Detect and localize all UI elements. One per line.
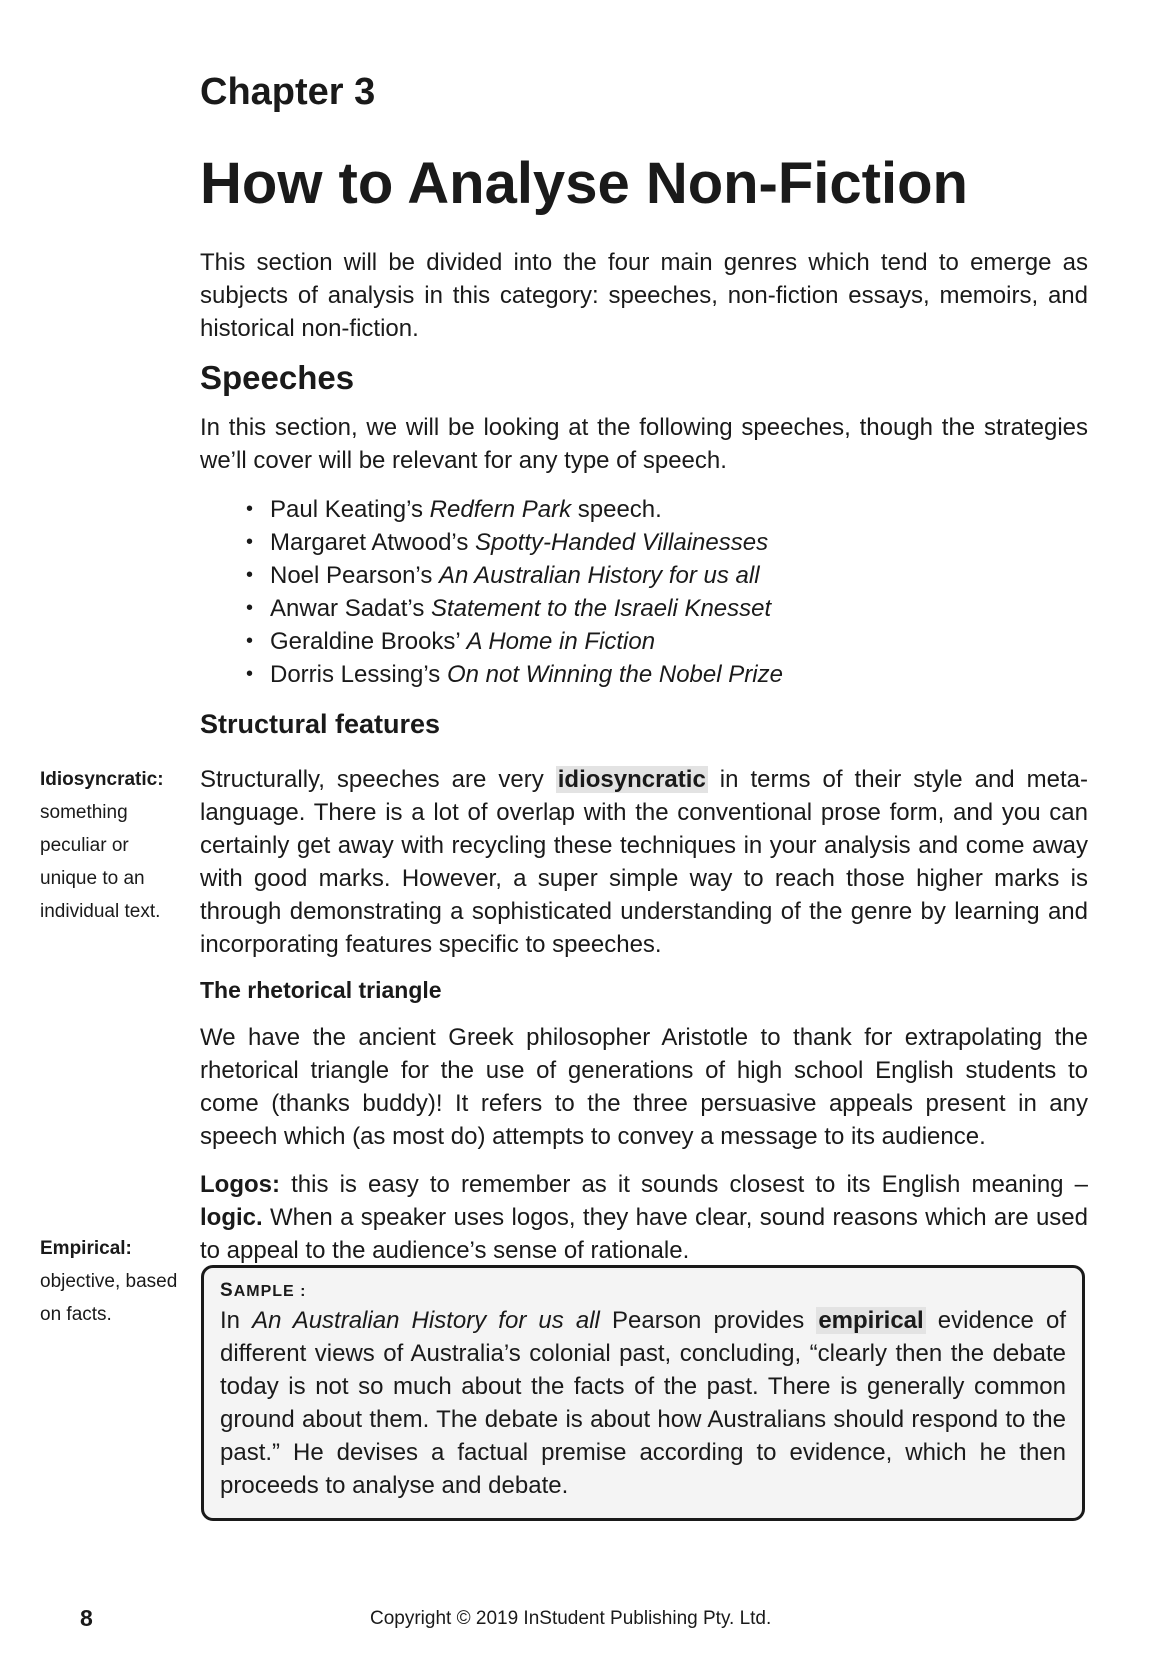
chapter-title: How to Analyse Non-Fiction — [200, 151, 968, 216]
list-item: • Noel Pearson’s An Australian History for us all — [246, 559, 783, 592]
copyright: Copyright © 2019 InStudent Publishing Pty. Ltd. — [370, 1608, 772, 1629]
glossary-idiosyncratic: Idiosyncratic: something peculiar or unique to an individual text. — [40, 769, 164, 922]
list-item: • Geraldine Brooks’ A Home in Fiction — [246, 625, 783, 658]
structural-heading: Structural features — [200, 709, 441, 739]
highlight-empirical: empirical — [818, 1307, 924, 1334]
logos-paragraph: Logos: this is easy to remember as it sounds closest to its English meaning – logic. When a speaker uses logos, they have clear, sound reasons which are used to appeal to the audience’s sense of rationale. — [200, 1171, 1088, 1264]
intro-paragraph: This section will be divided into the four main genres which tend to emerge as subjects of analysis in this category: speeches, non-fiction essays, memoirs, and historical non-fiction. — [200, 249, 1088, 342]
speech-list — [246, 493, 783, 691]
structural-paragraph: Structurally, speeches are very idiosyncratic in terms of their style and meta-language. There is a lot of overlap with the conventional prose form, and you can certainly get away with recycling these techniques in your analysis and come away with good marks. However, a super simple way to reach those higher marks is through demonstrating a sophisticated understanding of the genre by learning and incorporating features specific to speeches. — [200, 766, 1088, 958]
list-item: • Paul Keating’s Redfern Park speech. — [246, 493, 783, 526]
rhetorical-heading: The rhetorical triangle — [200, 977, 442, 1003]
highlight-idiosyncratic: idiosyncratic — [557, 766, 706, 793]
speeches-heading: Speeches — [200, 359, 355, 396]
rhetorical-paragraph: We have the ancient Greek philosopher Aristotle to thank for extrapolating the rhetorical triangle for the use of generations of high school English students to come (thanks buddy)! It refers to the three persuasive appeals present in any speech which (as most do) attempts to convey a message to its audience. — [200, 1024, 1088, 1150]
page-number: 8 — [80, 1605, 93, 1631]
speeches-intro: In this section, we will be looking at the following speeches, though the strategies we’ll cover will be relevant for any type of speech. — [200, 414, 1088, 474]
list-item: • Dorris Lessing’s On not Winning the Nobel Prize — [246, 658, 783, 691]
list-item: • Margaret Atwood’s Spotty-Handed Villainesses — [246, 526, 783, 559]
list-item: • Anwar Sadat’s Statement to the Israeli Knesset — [246, 592, 783, 625]
chapter-label: Chapter 3 — [200, 71, 376, 113]
sample-text: In An Australian History for us all Pearson provides empirical evidence of different views of Australia’s colonial past, concluding, “clearly then the debate today is not so much about the facts of the past. There is generally common ground about them. The debate is about how Australians should respond to the past.” He devises a factual premise according to evidence, which he then proceeds to analyse and debate. — [220, 1307, 1066, 1499]
sample-label: SAMPLE : — [220, 1280, 307, 1301]
sample-box — [201, 1265, 1085, 1521]
glossary-empirical: Empirical: objective, based on facts. — [40, 1238, 178, 1325]
